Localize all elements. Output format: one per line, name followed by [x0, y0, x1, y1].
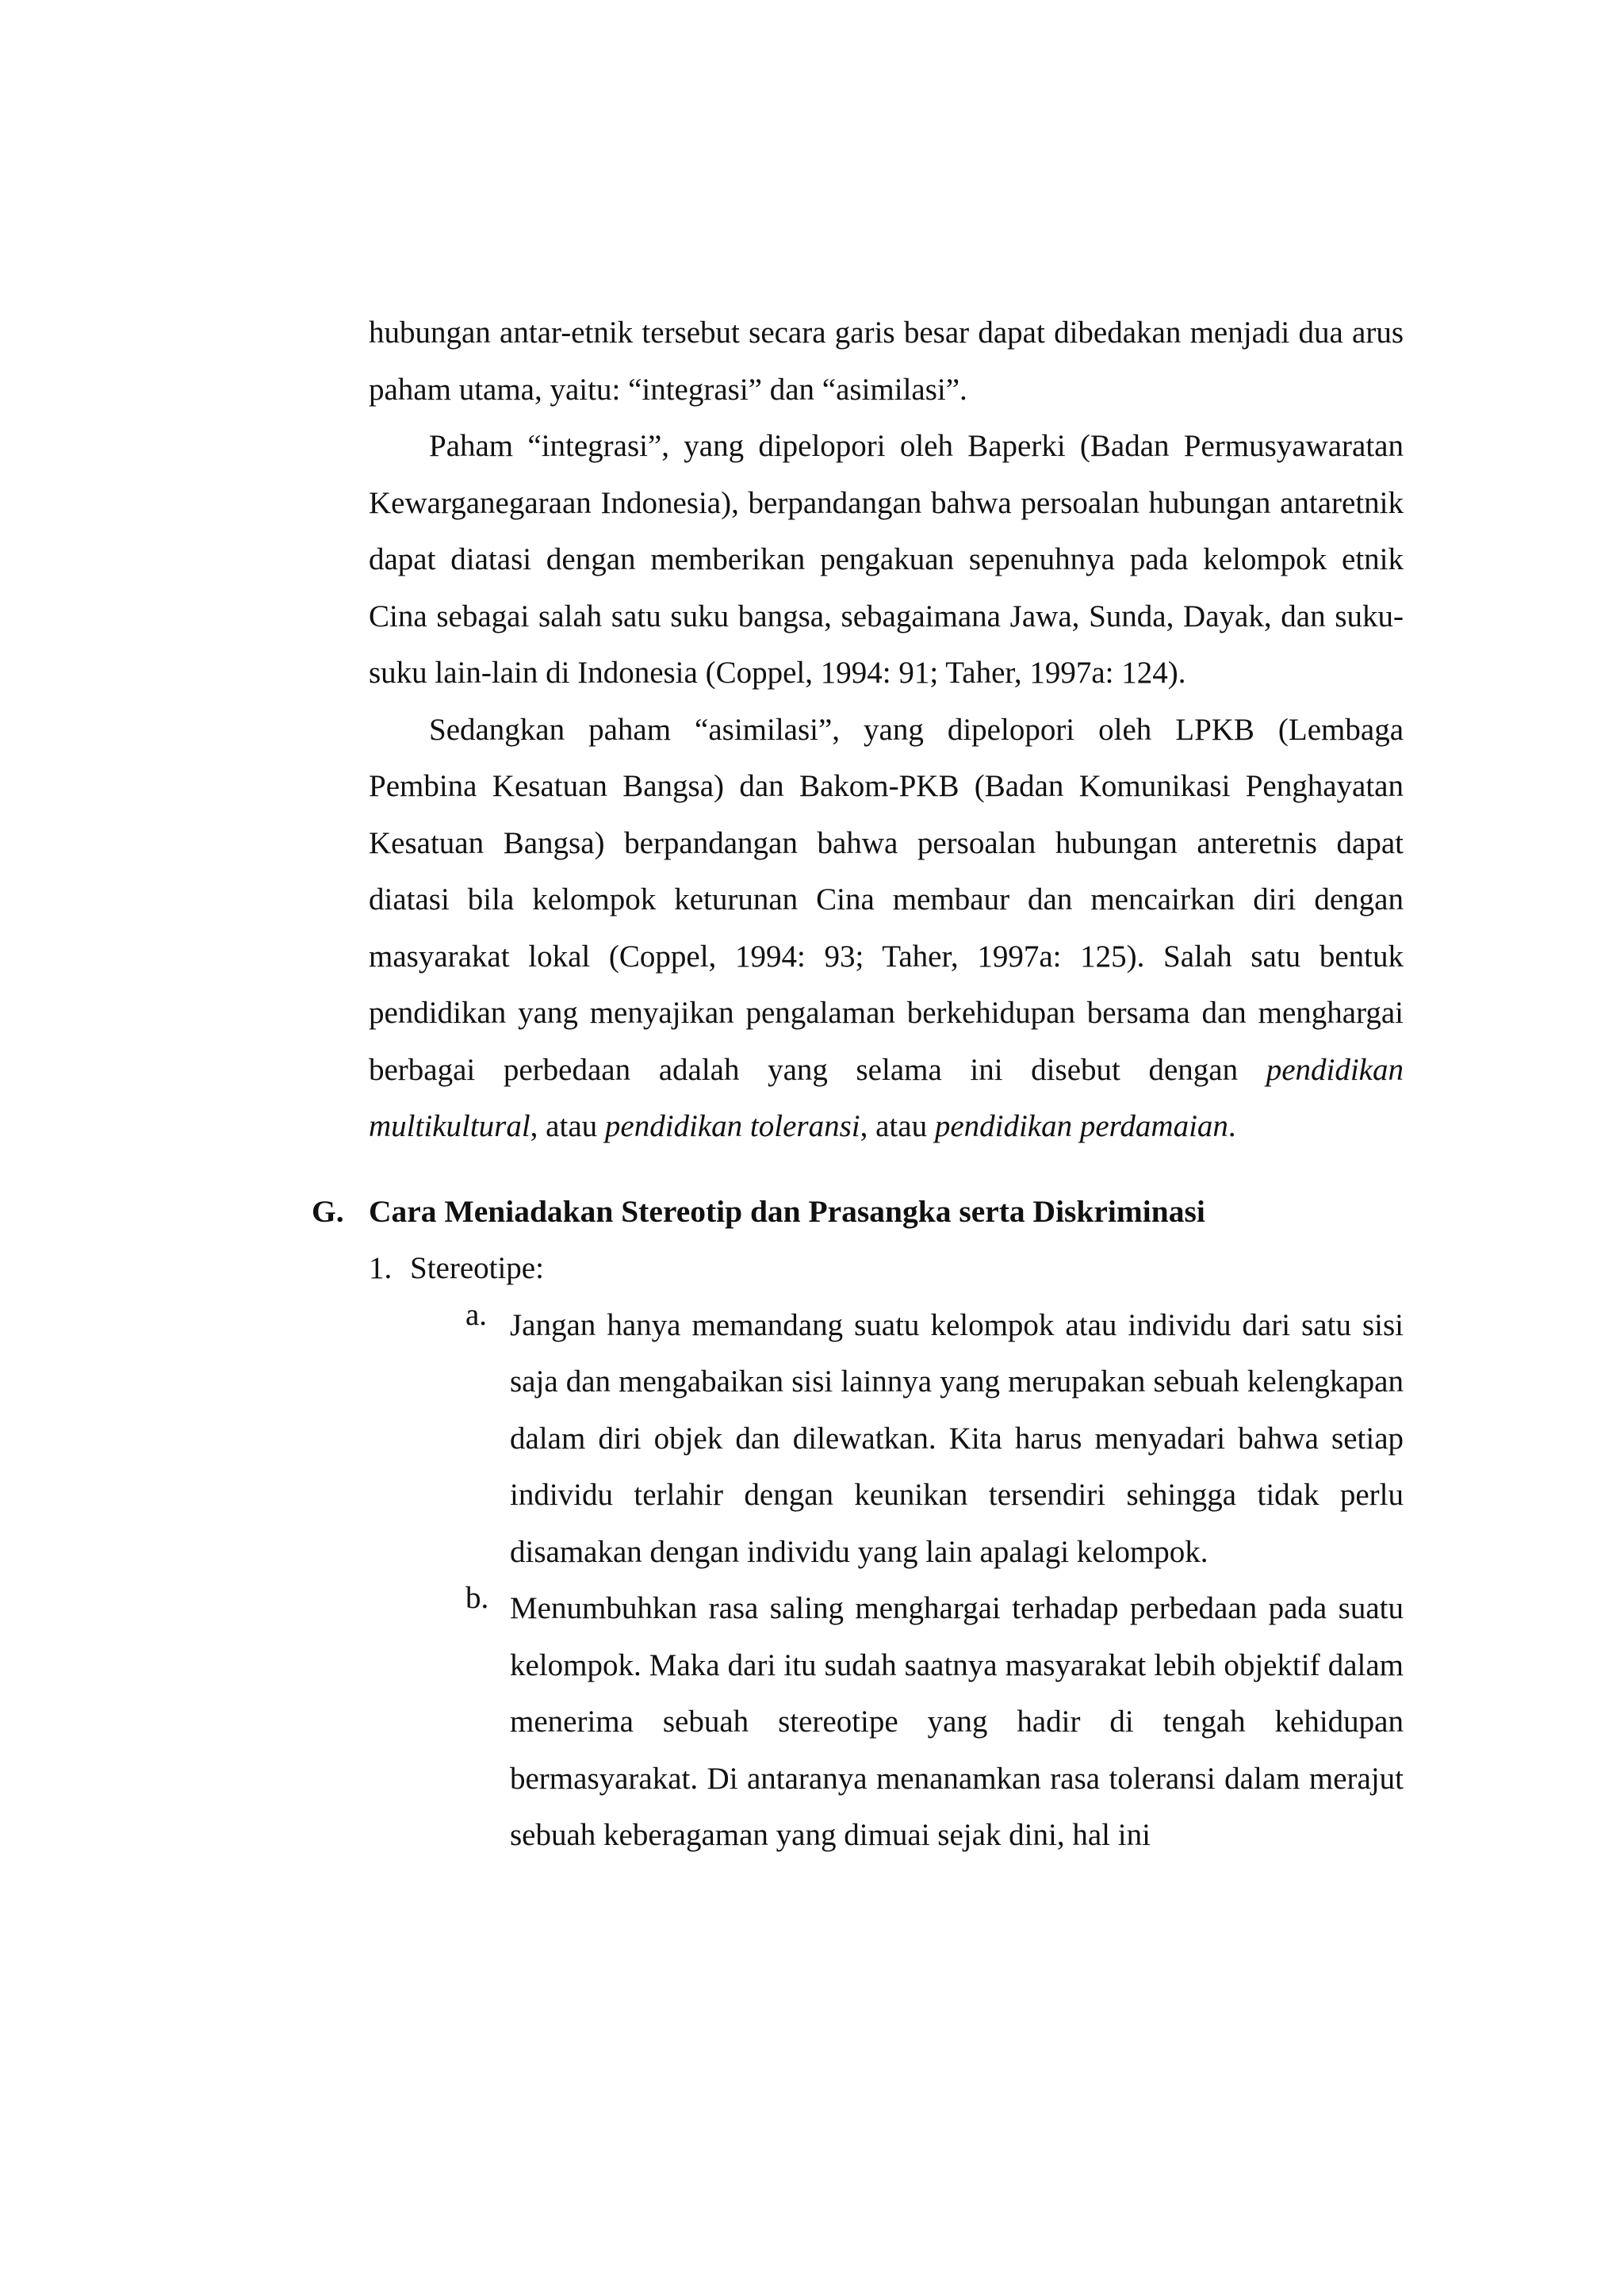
list-number: 1. [369, 1251, 393, 1285]
page-content [312, 304, 1404, 1864]
list-item-text: Jangan hanya memandang suatu kelompok atau individu dari satu sisi saja dan mengabaikan sisi lainnya yang merupakan sebuah kelengkapan dalam diri objek dan dilewatkan. Kita harus menyadari bahwa setiap individu terlahir dengan keunikan tersendiri sehingga tidak perlu disamakan dengan individu yang lain apalagi kelompok. [510, 1307, 1404, 1569]
paragraph-asimilasi [369, 702, 1404, 1155]
numbered-list-item [369, 1240, 1404, 1297]
section-marker: G. [312, 1193, 344, 1229]
list-item-marker: a. [465, 1297, 488, 1332]
list-item-b [465, 1580, 1404, 1864]
list-item-a [465, 1297, 1404, 1581]
list-item-text: Menumbuhkan rasa saling menghargai terhadap perbedaan pada suatu kelompok. Maka dari itu sudah saatnya masyarakat lebih objektif dalam menerima sebuah stereotipe yang hadir di tengah kehidupan bermasyarakat. Di antaranya menanamkan rasa toleransi dalam merajut sebuah keberagaman yang dimuai sejak dini, hal ini [510, 1591, 1404, 1852]
italic-term-toleransi: pendidikan toleransi [604, 1109, 860, 1143]
list-label: Stereotipe: [410, 1251, 544, 1285]
section-title: Cara Meniadakan Stereotip dan Prasangka serta Diskriminasi [369, 1193, 1205, 1229]
separator-2: , atau [860, 1109, 935, 1143]
paragraph-integrasi: Paham “integrasi”, yang dipelopori oleh Baperki (Badan Permusyawaratan Kewarganegaraan Indonesia), berpandangan bahwa persoalan hubungan antaretnik dapat diatasi dengan memberikan pengakuan sepenuhnya pada kelompok etnik Cina sebagai salah satu suku bangsa, sebagaimana Jawa, Sunda, Dayak, dan suku-suku lain-lain di Indonesia (Coppel, 1994: 91; Taher, 1997a: 124). [369, 429, 1404, 690]
paragraph-end: . [1228, 1109, 1236, 1143]
list-item-marker: b. [465, 1581, 489, 1615]
paragraph-continuation: hubungan antar-etnik tersebut secara garis besar dapat dibedakan menjadi dua arus paham utama, yaitu: “integrasi” dan “asimilasi”. [369, 316, 1404, 407]
section-heading [312, 1184, 1404, 1241]
separator-1: , atau [530, 1109, 605, 1143]
italic-term-multikultural: pendidikan multikultural [369, 1052, 1404, 1143]
italic-term-perdamaian: pendidikan perdamaian [934, 1109, 1228, 1143]
paragraph-asimilasi-text: Sedangkan paham “asimilasi”, yang dipelopori oleh LPKB (Lembaga Pembina Kesatuan Bangsa) dan Bakom-PKB (Badan Komunikasi Penghayatan Kesatuan Bangsa) berpandangan bahwa persoalan hubungan anteretnis dapat diatasi bila kelompok keturunan Cina membaur dan mencairkan diri dengan masyarakat lokal (Coppel, 1994: 93; Taher, 1997a: 125). Salah satu bentuk pendidikan yang menyajikan pengalaman berkehidupan bersama dan menghargai berbagai perbedaan adalah yang selama ini disebut dengan [369, 712, 1404, 1087]
